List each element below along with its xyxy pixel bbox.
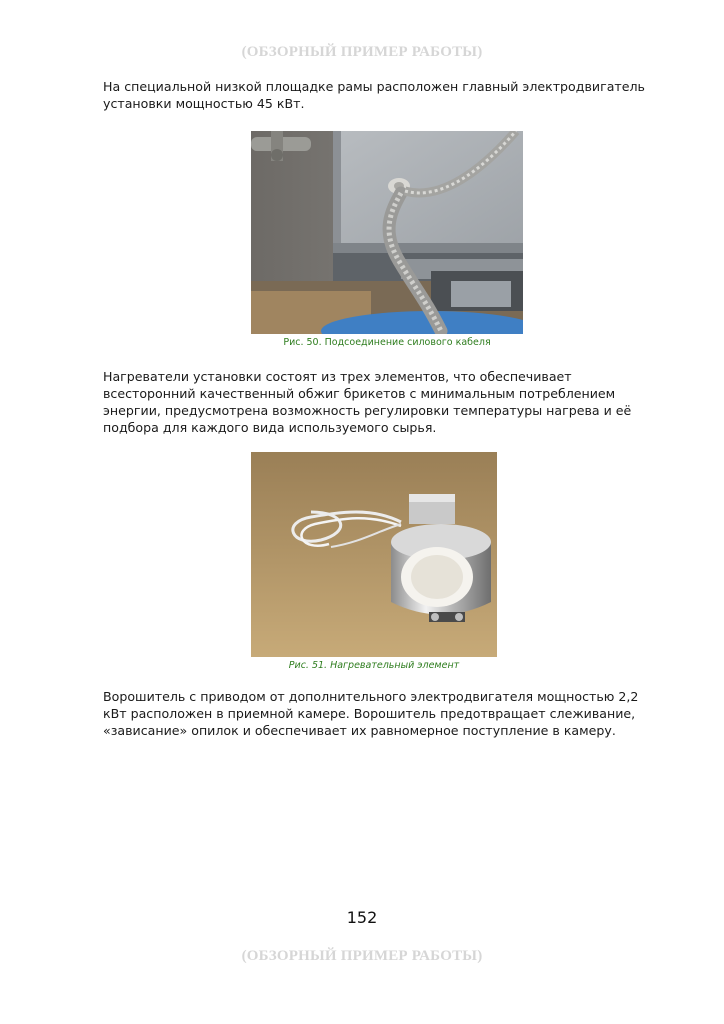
figure-caption-51: Рис. 51. Нагревательный элемент <box>288 660 460 671</box>
figure-cable-connection-photo <box>251 131 523 334</box>
paragraph-agitator: Ворошитель с приводом от дополнительного электродвигателя мощностью 2,2 кВт расположен в приемной камере. Ворошитель предотвращает слеживание, «зависание» опилок и обеспечивает их равномерное поступление в камеру. <box>103 689 639 738</box>
page-number: 152 <box>346 908 378 927</box>
figure-caption-50: Рис. 50. Подсоединение силового кабеля <box>283 337 491 348</box>
watermark-bottom: (ОБЗОРНЫЙ ПРИМЕР РАБОТЫ) <box>241 948 483 964</box>
paragraph-heaters: Нагреватели установки состоят из трех элементов, что обеспечивает всесторонний качественный обжиг брикетов с минимальным потреблением энергии, предусмотрена возможность регулировки температуры нагрева и её подбора для каждого вида используемого сырья. <box>103 369 632 435</box>
watermark-top: (ОБЗОРНЫЙ ПРИМЕР РАБОТЫ) <box>241 44 483 60</box>
figure-heating-element-photo <box>251 452 497 657</box>
paragraph-motor: На специальной низкой площадке рамы расположен главный электродвигатель установки мощностью 45 кВт. <box>103 79 645 111</box>
